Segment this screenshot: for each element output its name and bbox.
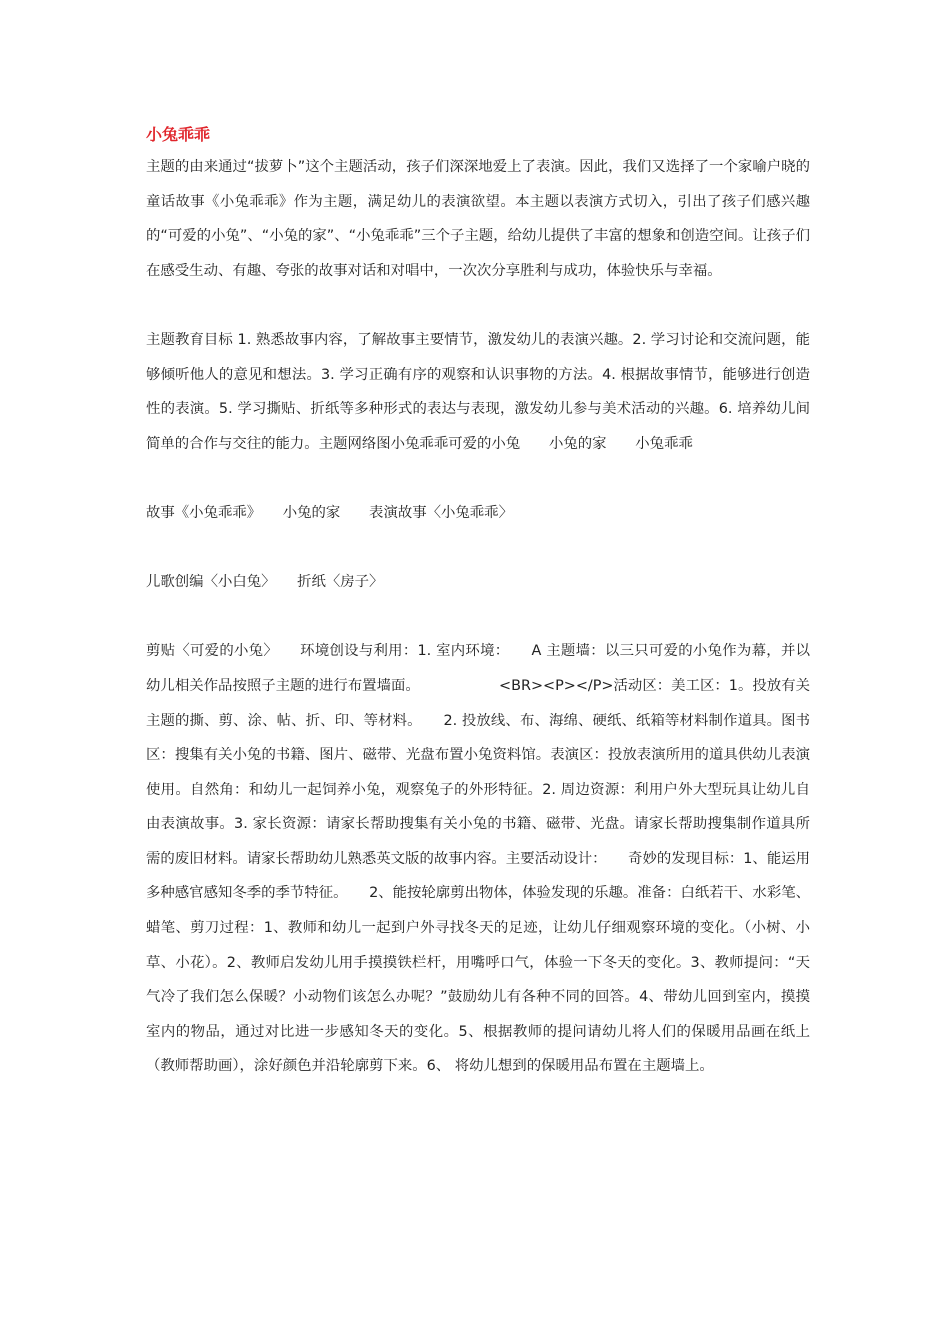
document-title: 小兔乖乖	[146, 125, 211, 144]
paragraph-environment-activities: 剪贴〈可爱的小兔〉 环境创设与利用：1. 室内环境： A 主题墙：以三只可爱的小兔作为幕，并以幼儿相关作品按照子主题的进行布置墙面。 <BR><P></P>活动区：美工区：1。投放有关主题的撕、剪、涂、帖、折、印、等材料。 2. 投放线、布、海绵、硬纸、纸箱等材料制作道具。图书区：搜集有关小兔的书籍、图片、磁带、光盘布置小兔资料馆。表演区：投放表演所用的道具供幼儿表演使用。自然角：和幼儿一起饲养小兔，观察兔子的外形特征。2. 周边资源：利用户外大型玩具让幼儿自由表演故事。3. 家长资源：请家长帮助搜集有关小兔的书籍、磁带、光盘。请家长帮助搜集制作道具所需的废旧材料。请家长帮助幼儿熟悉英文版的故事内容。主要活动设计： 奇妙的发现目标：1、能运用多种感官感知冬季的季节特征。 2、能按轮廓剪出物体，体验发现的乐趣。准备：白纸若干、水彩笔、蜡笔、剪刀过程：1、教师和幼儿一起到户外寻找冬天的足迹，让幼儿仔细观察环境的变化。（小树、小草、小花）。2、教师启发幼儿用手摸摸铁栏杆，用嘴呼口气，体验一下冬天的变化。3、教师提问：“天气冷了我们怎么保暖？小动物们该怎么办呢？”鼓励幼儿有各种不同的回答。4、带幼儿回到室内，摸摸室内的物品，通过对比进一步感知冬天的变化。5、根据教师的提问请幼儿将人们的保暖用品画在纸上（教师帮助画），涂好颜色并沿轮廓剪下来。6、 将幼儿想到的保暖用品布置在主题墙上。	[146, 643, 810, 1075]
document-body	[146, 124, 810, 1084]
paragraph-gap	[146, 288, 810, 323]
paragraph-gap	[146, 600, 810, 635]
paragraph-network-row-2: 儿歌创编〈小白兔〉 折纸〈房子〉	[146, 574, 384, 591]
paragraph-theme-origin: 主题的由来通过“拔萝卜”这个主题活动，孩子们深深地爱上了表演。因此，我们又选择了一个家喻户晓的童话故事《小兔乖乖》作为主题，满足幼儿的表演欲望。本主题以表演方式切入，引出了孩子们感兴趣的“可爱的小兔”、“小兔的家”、“小兔乖乖”三个子主题，给幼儿提供了丰富的想象和创造空间。让孩子们在感受生动、有趣、夸张的故事对话和对唱中，一次次分享胜利与成功，体验快乐与幸福。	[146, 159, 810, 279]
paragraph-gap	[146, 461, 810, 496]
paragraph-network-row-1: 故事《小兔乖乖》 小兔的家 表演故事〈小兔乖乖〉	[146, 504, 513, 521]
paragraph-gap	[146, 531, 810, 566]
paragraph-education-goals: 主题教育目标 1. 熟悉故事内容，了解故事主要情节，激发幼儿的表演兴趣。2. 学习讨论和交流问题，能够倾听他人的意见和想法。3. 学习正确有序的观察和认识事物的方法。4. 根据故事情节，能够进行创造性的表演。5. 学习撕贴、折纸等多种形式的表达与表现，激发幼儿参与美术活动的兴趣。6. 培养幼儿间简单的合作与交往的能力。主题网络图小兔乖乖可爱的小兔 小兔的家 小兔乖乖	[146, 331, 810, 452]
